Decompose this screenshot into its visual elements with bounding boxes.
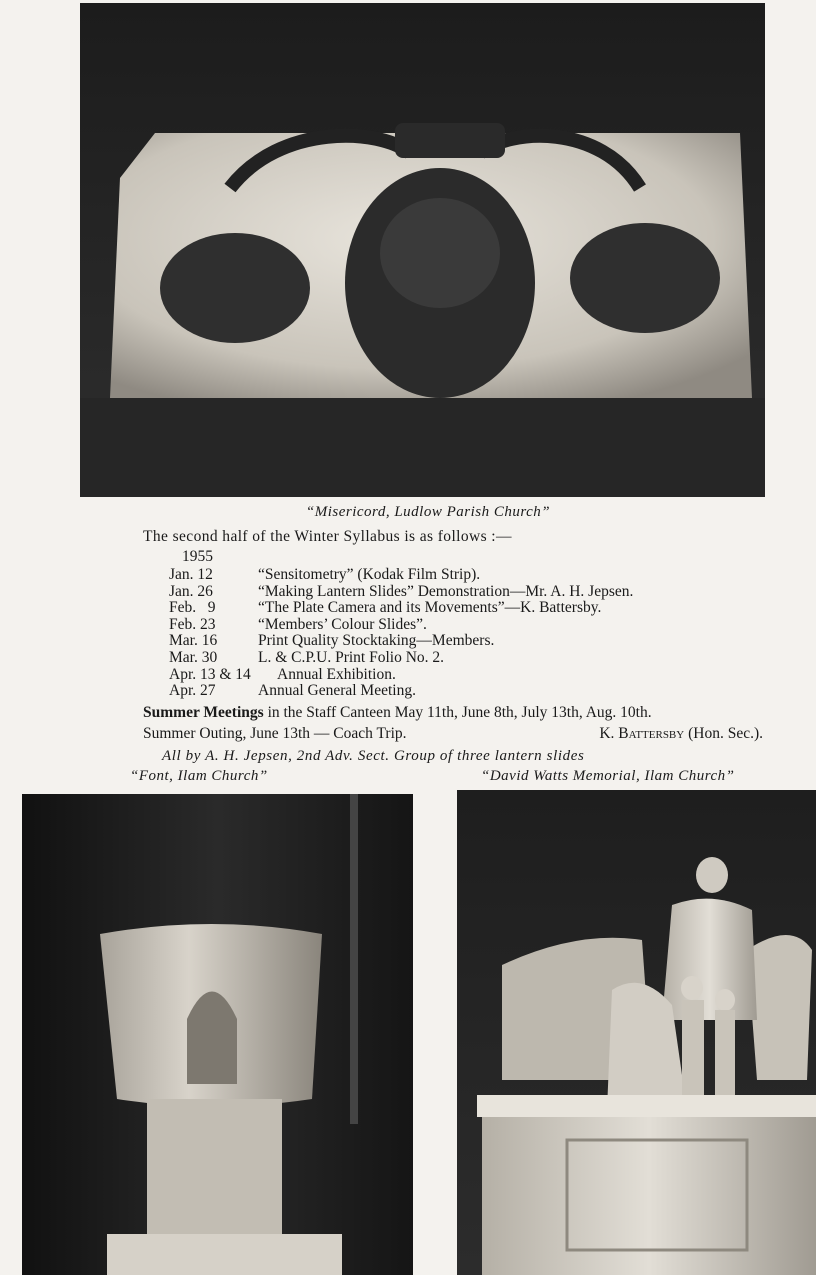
schedule-event: Print Quality Stocktaking—Members.	[258, 632, 495, 650]
summer-outing-text: Summer Outing, June 13th — Coach Trip.	[143, 725, 407, 742]
summer-meetings-label: Summer Meetings	[143, 704, 264, 721]
summer-meetings-line	[143, 704, 652, 722]
schedule-event: “Members’ Colour Slides”.	[258, 615, 427, 633]
schedule-date: Mar. 30	[169, 648, 218, 666]
syllabus-intro: The second half of the Winter Syllabus is as follows :—	[143, 528, 512, 545]
schedule-date: Jan. 26	[169, 582, 213, 600]
photo-credit: All by A. H. Jepsen, 2nd Adv. Sect. Group of three lantern slides	[162, 748, 585, 764]
schedule-date: Apr. 27	[169, 682, 216, 700]
memorial-photo	[457, 790, 816, 1275]
schedule-event: L. & C.P.U. Print Folio No. 2.	[258, 648, 445, 666]
schedule-date: Feb. 23	[169, 615, 216, 633]
summer-meetings-dates: in the Staff Canteen May 11th, June 8th, July 13th, Aug. 10th.	[263, 704, 652, 721]
secretary-role: (Hon. Sec.).	[684, 725, 763, 742]
schedule-date: Jan. 12	[169, 566, 213, 583]
schedule-date: Apr. 13 & 14	[169, 665, 251, 683]
font-caption: “Font, Ilam Church”	[130, 768, 268, 784]
schedule-date: Feb. 9	[169, 599, 216, 617]
schedule-event: “The Plate Camera and its Movements”—K. Battersby.	[258, 599, 602, 617]
secretary-name: K. Battersby	[599, 725, 685, 742]
memorial-caption: “David Watts Memorial, Ilam Church”	[481, 768, 735, 784]
font-photo	[22, 794, 413, 1275]
syllabus-year: 1955	[182, 548, 213, 565]
schedule-event: Annual General Meeting.	[258, 682, 416, 700]
schedule-event: Annual Exhibition.	[277, 665, 396, 683]
schedule-event: “Making Lantern Slides” Demonstration—Mr. A. H. Jepsen.	[258, 582, 634, 600]
schedule-event: “Sensitometry” (Kodak Film Strip).	[258, 566, 481, 583]
misericord-caption: “Misericord, Ludlow Parish Church”	[305, 504, 551, 520]
summer-outing-line	[143, 725, 763, 743]
misericord-photo	[80, 3, 765, 497]
schedule-date: Mar. 16	[169, 632, 218, 650]
secretary-signature	[599, 725, 763, 743]
